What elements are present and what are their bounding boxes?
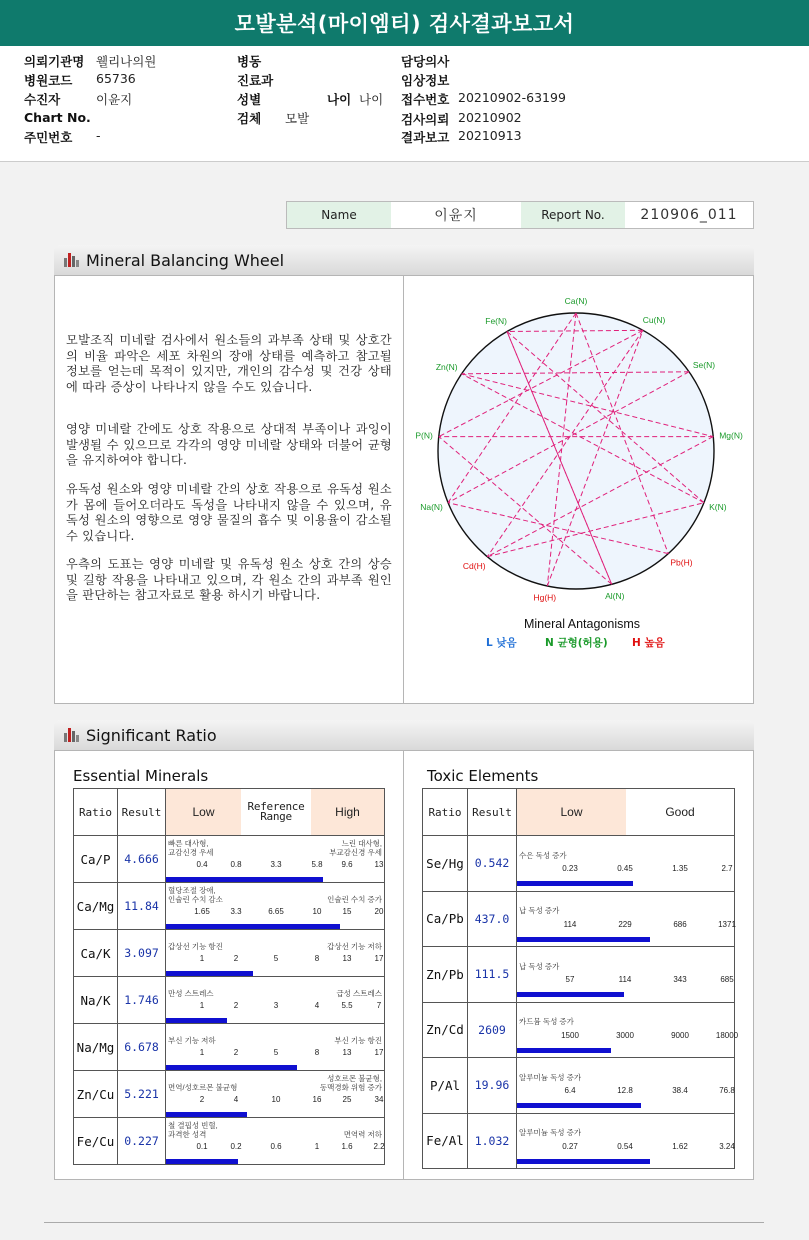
result-bar bbox=[166, 1065, 297, 1070]
tick-label: 5 bbox=[273, 954, 279, 963]
tick-label: 6.4 bbox=[564, 1086, 576, 1096]
gauge-cell bbox=[166, 883, 385, 930]
hospital-code-label: 병원코드 bbox=[24, 73, 73, 88]
note: 알루미늄 독성 증가 bbox=[519, 1128, 582, 1138]
tick-label: 0.2 bbox=[230, 1142, 242, 1151]
resident-id-value: - bbox=[96, 128, 101, 143]
ratio-cell: Na/K bbox=[74, 977, 118, 1024]
table-row bbox=[74, 977, 385, 1024]
element-label: Pb(H) bbox=[670, 557, 693, 568]
note-left: 혈당조절 장애, 인슐린 수치 감소 bbox=[168, 886, 223, 904]
tick-label: 13 bbox=[342, 1048, 352, 1057]
ward-label: 병동 bbox=[237, 54, 262, 69]
ratio-section-title: Significant Ratio bbox=[86, 725, 217, 745]
table-row bbox=[74, 1071, 385, 1118]
table-row bbox=[74, 883, 385, 930]
sex-label: 성별 bbox=[237, 92, 262, 107]
element-label: Fe(N) bbox=[485, 316, 507, 327]
tick-label: 25 bbox=[342, 1095, 352, 1104]
gauge-cell bbox=[166, 1071, 385, 1118]
tick-label: 1371 bbox=[718, 919, 736, 929]
element-label: Na(N) bbox=[420, 502, 443, 513]
col-low: Low bbox=[166, 789, 241, 835]
ratio-cell: Ca/K bbox=[74, 930, 118, 977]
tick-label: 1500 bbox=[561, 1030, 579, 1040]
tick-label: 1 bbox=[314, 1142, 320, 1151]
note-right: 갑상선 기능 저하 bbox=[327, 941, 382, 951]
tick-label: 0.1 bbox=[196, 1142, 208, 1151]
result-bar bbox=[517, 881, 633, 886]
name-label: Name bbox=[287, 202, 391, 228]
note-right: 급성 스트레스 bbox=[336, 988, 382, 998]
tick-label: 0.4 bbox=[196, 860, 208, 869]
note-right: 성호르몬 불균형, 동맥경화 위험 증가 bbox=[319, 1074, 382, 1092]
note: 알루미늄 독성 증가 bbox=[519, 1072, 582, 1082]
col-good: Good bbox=[665, 805, 695, 819]
tick-label: 1 bbox=[199, 954, 205, 963]
tick-label: 5.8 bbox=[311, 860, 323, 869]
tick-label: 1.62 bbox=[672, 1141, 688, 1151]
gauge-cell bbox=[166, 1118, 385, 1165]
note: 납 독성 증가 bbox=[519, 961, 560, 971]
tick-label: 0.23 bbox=[562, 864, 578, 874]
tick-label: 20 bbox=[374, 907, 384, 916]
element-label: Cu(N) bbox=[642, 314, 666, 325]
tick-label: 3.3 bbox=[270, 860, 282, 869]
ratio-cell: Se/Hg bbox=[423, 836, 468, 892]
ratio-section-heading bbox=[54, 720, 754, 750]
hospital-code-value: 65736 bbox=[96, 71, 136, 86]
tick-label: 10 bbox=[312, 907, 322, 916]
table-row bbox=[423, 1002, 735, 1058]
receipt-no-label: 접수번호 bbox=[401, 92, 450, 107]
table-row bbox=[423, 947, 735, 1003]
tick-label: 17 bbox=[374, 1048, 384, 1057]
tick-label: 76.8 bbox=[719, 1086, 735, 1096]
report-no-label: Report No. bbox=[521, 202, 625, 228]
table-row bbox=[74, 1118, 385, 1165]
tick-label: 686 bbox=[673, 919, 687, 929]
wheel-title: Mineral Antagonisms bbox=[523, 617, 641, 631]
col-low: Low bbox=[517, 789, 626, 835]
tick-label: 13 bbox=[374, 860, 384, 869]
subject-value: 이윤지 bbox=[96, 92, 133, 107]
note-right: 느린 대사형, 부교감신경 우세 bbox=[329, 839, 382, 857]
tick-label: 1.65 bbox=[194, 907, 210, 916]
tick-label: 5 bbox=[273, 1048, 279, 1057]
ratio-cell: P/Al bbox=[423, 1058, 468, 1114]
tick-label: 7 bbox=[376, 1001, 382, 1010]
tick-label: 0.54 bbox=[617, 1141, 633, 1151]
intro-paragraph-3: 유독성 원소와 영양 미네랄 간의 상호 작용으로 유독성 원소가 몸에 들어오더라도 독성을 나타내지 않을 수 있으며, 유독성 원소의 영향으로 영양 물질의 흡수 및 이용율이 감소될 수 있습니다. bbox=[66, 482, 392, 543]
gauge-cell bbox=[517, 836, 735, 892]
tick-label: 2.7 bbox=[721, 864, 733, 874]
result-bar bbox=[166, 1018, 227, 1023]
result-cell: 3.097 bbox=[118, 930, 166, 977]
ratio-cell: Fe/Al bbox=[423, 1113, 468, 1169]
note-right: 부신 기능 항진 bbox=[334, 1035, 382, 1045]
element-label: Zn(N) bbox=[435, 362, 458, 373]
gauge-cell bbox=[517, 1113, 735, 1169]
result-bar bbox=[166, 971, 253, 976]
gauge-cell bbox=[166, 836, 385, 883]
intro-paragraph-4: 우측의 도표는 영양 미네랄 및 유독성 원소 상호 간의 상승 및 길항 작용을 나타내고 있으며, 각 원소 간의 과부족 원인을 판단하는 참고자료로 활용 하시기 바랍니다. bbox=[66, 557, 392, 602]
tick-label: 8 bbox=[314, 954, 320, 963]
result-cell: 111.5 bbox=[468, 947, 517, 1003]
result-cell: 19.96 bbox=[468, 1058, 517, 1114]
col-high: High bbox=[311, 789, 384, 835]
tick-label: 9.6 bbox=[341, 860, 353, 869]
tick-label: 16 bbox=[312, 1095, 322, 1104]
table-row bbox=[423, 891, 735, 947]
tick-label: 10 bbox=[271, 1095, 281, 1104]
gauge-cell bbox=[517, 891, 735, 947]
note: 납 독성 증가 bbox=[519, 906, 560, 916]
institution-label: 의뢰기관명 bbox=[24, 54, 85, 69]
table-row bbox=[423, 836, 735, 892]
tick-label: 1 bbox=[199, 1001, 205, 1010]
tick-label: 0.45 bbox=[617, 864, 633, 874]
result-cell: 4.666 bbox=[118, 836, 166, 883]
result-cell: 5.221 bbox=[118, 1071, 166, 1118]
mineral-antagonism-wheel bbox=[404, 276, 754, 704]
age-label: 나이 bbox=[327, 92, 352, 107]
note: 수은 독성 증가 bbox=[519, 850, 567, 860]
gauge-cell bbox=[517, 1002, 739, 1058]
clinical-info-label: 임상정보 bbox=[401, 73, 450, 88]
gauge-cell bbox=[166, 977, 385, 1024]
table-row bbox=[74, 1024, 385, 1071]
receipt-no-value: 20210902-63199 bbox=[458, 90, 566, 105]
gauge-cell bbox=[166, 930, 385, 977]
legend-low: L 낮음 bbox=[486, 637, 517, 649]
result-bar bbox=[166, 877, 323, 882]
tick-label: 114 bbox=[618, 975, 632, 985]
col-result: Result bbox=[118, 789, 166, 836]
patient-info-panel bbox=[0, 46, 809, 162]
tick-label: 0.6 bbox=[270, 1142, 282, 1151]
tick-label: 8 bbox=[314, 1048, 320, 1057]
tick-label: 6.65 bbox=[268, 907, 284, 916]
result-cell: 1.032 bbox=[468, 1113, 517, 1169]
gauge-cell bbox=[166, 1024, 385, 1071]
result-cell: 437.0 bbox=[468, 891, 517, 947]
col-ratio: Ratio bbox=[423, 789, 468, 836]
specimen-label: 검체 bbox=[237, 111, 262, 126]
result-cell: 2609 bbox=[468, 1002, 517, 1058]
element-label: Se(N) bbox=[692, 360, 716, 370]
ratio-cell: Zn/Cd bbox=[423, 1002, 468, 1058]
name-report-bar bbox=[286, 201, 754, 229]
tick-label: 1 bbox=[199, 1048, 205, 1057]
bar-chart-icon bbox=[64, 253, 80, 267]
tick-label: 57 bbox=[565, 975, 575, 985]
request-date-value: 20210902 bbox=[458, 110, 522, 125]
table-row bbox=[74, 930, 385, 977]
intro-paragraph-1: 모발조직 미네랄 검사에서 원소들의 과부족 상태 및 상호간의 비율 파악은 세포 차원의 장애 상태를 예측하고 참고될 정보를 얻는데 목적이 있지만, 개인의 감수성 및 건강 상태에 따라 증상이 나타나지 않을 수도 있습니다. bbox=[66, 333, 392, 394]
tick-label: 12.8 bbox=[617, 1086, 633, 1096]
ratio-cell: Fe/Cu bbox=[74, 1118, 118, 1165]
age-value: 나이 bbox=[359, 92, 384, 107]
ratio-cell: Ca/P bbox=[74, 836, 118, 883]
tick-label: 38.4 bbox=[672, 1086, 688, 1096]
subject-label: 수진자 bbox=[24, 92, 61, 107]
legend-normal: N 균형(허용) bbox=[545, 637, 608, 649]
ratio-cell: Zn/Pb bbox=[423, 947, 468, 1003]
col-reference-range: Reference Range bbox=[247, 800, 305, 823]
tick-label: 3000 bbox=[616, 1030, 634, 1040]
note-right: 면역력 저하 bbox=[343, 1129, 382, 1139]
tick-label: 5.5 bbox=[341, 1001, 353, 1010]
element-label: K(N) bbox=[709, 502, 727, 513]
tick-label: 2 bbox=[233, 1048, 239, 1057]
element-label: Hg(H) bbox=[533, 592, 557, 603]
element-label: P(N) bbox=[415, 430, 433, 441]
result-cell: 0.542 bbox=[468, 836, 517, 892]
element-label: Mg(N) bbox=[719, 430, 743, 441]
tick-label: 1.6 bbox=[341, 1142, 353, 1151]
table-row bbox=[423, 1113, 735, 1169]
result-bar bbox=[166, 1112, 247, 1117]
department-label: 진료과 bbox=[237, 73, 274, 88]
legend-high: H 높음 bbox=[632, 637, 665, 649]
request-date-label: 검사의뢰 bbox=[401, 112, 450, 127]
toxic-elements-table bbox=[422, 788, 739, 1169]
element-label: Ca(N) bbox=[564, 296, 588, 306]
wheel-section-title: Mineral Balancing Wheel bbox=[86, 250, 285, 270]
tick-label: 34 bbox=[374, 1095, 384, 1104]
tick-label: 3 bbox=[273, 1001, 279, 1010]
result-bar bbox=[517, 1159, 650, 1164]
note-left: 만성 스트레스 bbox=[168, 988, 214, 998]
ratio-cell: Ca/Mg bbox=[74, 883, 118, 930]
result-bar bbox=[517, 1048, 611, 1053]
institution-value: 웰리나의원 bbox=[96, 54, 157, 69]
result-bar bbox=[517, 992, 624, 997]
result-bar bbox=[517, 1103, 641, 1108]
wheel-circle bbox=[435, 313, 714, 589]
gauge-cell bbox=[517, 947, 735, 1003]
tick-label: 9000 bbox=[671, 1030, 689, 1040]
tick-label: 343 bbox=[673, 975, 687, 985]
tick-label: 17 bbox=[374, 954, 384, 963]
result-bar bbox=[166, 924, 340, 929]
report-title: 모발분석(마이엠티) 검사결과보고서 bbox=[0, 0, 809, 46]
wheel-section-heading bbox=[54, 245, 754, 275]
col-ratio: Ratio bbox=[74, 789, 118, 836]
tick-label: 0.27 bbox=[562, 1141, 578, 1151]
tick-label: 0.8 bbox=[230, 860, 242, 869]
gauge-cell bbox=[517, 1058, 735, 1114]
specimen-value: 모발 bbox=[285, 111, 310, 126]
report-date-value: 20210913 bbox=[458, 128, 522, 143]
tick-label: 685 bbox=[720, 975, 734, 985]
ratio-cell: Zn/Cu bbox=[74, 1071, 118, 1118]
tick-label: 3.24 bbox=[719, 1141, 735, 1151]
tick-label: 2 bbox=[199, 1095, 205, 1104]
element-label: Al(N) bbox=[605, 590, 625, 601]
tick-label: 2 bbox=[233, 954, 239, 963]
result-bar bbox=[166, 1159, 238, 1164]
result-cell: 11.84 bbox=[118, 883, 166, 930]
result-bar bbox=[517, 937, 650, 942]
note-left: 부신 기능 저하 bbox=[168, 1035, 216, 1045]
note-right: 인슐린 수치 증가 bbox=[327, 894, 382, 904]
element-label: Cd(H) bbox=[462, 560, 486, 571]
resident-id-label: 주민번호 bbox=[24, 130, 73, 145]
intro-paragraph-2: 영양 미네랄 간에도 상호 작용으로 상대적 부족이나 과잉이 발생될 수 있으므로 각각의 영양 미네랄 상태와 더불어 균형을 유지하여야 합니다. bbox=[66, 422, 392, 467]
result-cell: 1.746 bbox=[118, 977, 166, 1024]
note: 카드뮴 독성 증가 bbox=[519, 1017, 574, 1027]
table-row bbox=[423, 1058, 735, 1114]
tick-label: 2 bbox=[233, 1001, 239, 1010]
ratio-cell: Na/Mg bbox=[74, 1024, 118, 1071]
note-left: 갑상선 기능 항진 bbox=[168, 941, 223, 951]
note-left: 빠른 대사형, 교감신경 우세 bbox=[168, 839, 214, 857]
tick-label: 114 bbox=[563, 919, 577, 929]
report-date-label: 결과보고 bbox=[401, 130, 450, 145]
ratio-cell: Ca/Pb bbox=[423, 891, 468, 947]
table-row bbox=[74, 836, 385, 883]
result-cell: 0.227 bbox=[118, 1118, 166, 1165]
report-no-value: 210906_011 bbox=[625, 202, 753, 228]
tick-label: 1.35 bbox=[672, 864, 688, 874]
tick-label: 229 bbox=[618, 919, 632, 929]
note-left: 철 결핍성 빈혈, 과격한 성격 bbox=[168, 1121, 218, 1139]
note-left: 면역/성호르몬 불균형 bbox=[168, 1082, 238, 1092]
toxic-elements-title: Toxic Elements bbox=[427, 767, 539, 785]
tick-label: 4 bbox=[233, 1095, 239, 1104]
col-result: Result bbox=[468, 789, 517, 836]
doctor-label: 담당의사 bbox=[401, 54, 450, 69]
tick-label: 4 bbox=[314, 1001, 320, 1010]
tick-label: 18000 bbox=[715, 1030, 739, 1040]
tick-label: 2.2 bbox=[373, 1142, 385, 1151]
tick-label: 3.3 bbox=[230, 907, 242, 916]
essential-minerals-table bbox=[73, 788, 385, 1165]
tick-label: 15 bbox=[342, 907, 352, 916]
tick-label: 13 bbox=[342, 954, 352, 963]
chart-no-label: Chart No. bbox=[24, 110, 91, 125]
essential-minerals-title: Essential Minerals bbox=[73, 767, 209, 785]
name-value: 이윤지 bbox=[391, 202, 521, 228]
bar-chart-icon bbox=[64, 728, 80, 742]
result-cell: 6.678 bbox=[118, 1024, 166, 1071]
